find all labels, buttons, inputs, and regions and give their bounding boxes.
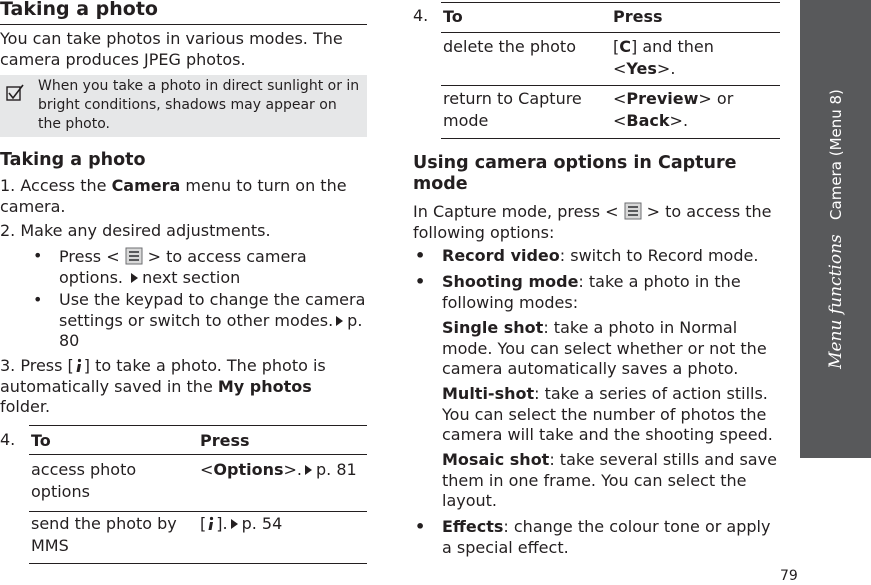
bullet-1-pre: Press <	[59, 247, 120, 266]
note-box	[0, 75, 367, 137]
right-table-row-2-press: <Preview> or <Back>.	[613, 89, 734, 130]
step-3-pre: 3. Press [	[0, 356, 74, 375]
bullet-2-text: Use the keypad to change the camera settings or switch to other modes.	[59, 290, 366, 330]
table-row-1-press: <Options>. p. 81	[200, 460, 357, 479]
back-label: Back	[626, 111, 670, 130]
option-1-dot: •	[415, 246, 426, 265]
c-key-label: C	[619, 37, 631, 56]
step-3-post: folder.	[0, 397, 51, 416]
option-shooting-mode	[442, 272, 780, 313]
table-col-to: To	[31, 431, 51, 450]
table-bottom-rule	[29, 563, 367, 564]
record-video-label: Record video	[442, 246, 560, 265]
sidebar-menu: (Menu 8)	[827, 89, 845, 157]
right-table-row-rule	[441, 85, 780, 86]
step-2: 2. Make any desired adjustments.	[0, 221, 271, 240]
table-row-rule	[29, 511, 367, 512]
right-table-bottom-rule	[441, 138, 780, 139]
note-text: When you take a photo in direct sunlight or in bright conditions, shadows may appear on the photo.	[38, 78, 360, 132]
right-step-4: 4.	[413, 6, 429, 25]
table-row-1-to: access photo options	[31, 460, 137, 501]
right-table-row-2-to: return to Capture mode	[443, 89, 582, 130]
ok-key-icon	[206, 516, 216, 531]
reference-arrow-icon	[336, 316, 343, 326]
table-head-rule	[29, 454, 367, 455]
record-video-text: : switch to Record mode.	[559, 246, 759, 265]
checkbox-note-icon	[6, 84, 24, 102]
bullet-2-ref: p. 80	[59, 310, 363, 350]
section-title: Using camera options in Capture mode	[413, 153, 737, 194]
shooting-mode-text: : take a photo in the following modes:	[442, 272, 741, 312]
page-title: Taking a photo	[0, 0, 158, 20]
options-intro-pre: In Capture mode, press <	[413, 202, 619, 221]
reference-arrow-icon	[231, 519, 238, 529]
mosaic-shot-label: Mosaic shot	[442, 450, 550, 469]
reference-arrow-icon	[305, 465, 312, 475]
bullet-1-post: > to access camera options.	[59, 247, 307, 287]
sidebar-section: Menu functions	[826, 234, 846, 369]
right-table-row-1-press: [C] and then <Yes>.	[613, 37, 714, 78]
bullet-1-dot: •	[33, 246, 43, 265]
yes-label: Yes	[626, 59, 657, 78]
sidebar-sub: Camera	[827, 161, 845, 220]
page-number: 79	[780, 568, 798, 584]
title-rule	[0, 24, 367, 25]
right-r2-or: > or	[698, 89, 734, 108]
bullet-2	[59, 290, 367, 352]
effects-text: : change the colour tone or apply a special effect.	[442, 517, 771, 557]
step-1-post: menu to turn on the camera.	[0, 176, 347, 216]
mode-single-shot	[442, 318, 780, 380]
options-softkey-icon	[122, 246, 146, 266]
right-table-head-rule	[441, 32, 780, 33]
shooting-mode-label: Shooting mode	[442, 272, 579, 291]
multi-shot-text: : take a series of action stills. You can select the number of photos the camera will take and the shooting speed.	[442, 384, 773, 444]
bullet-1-ref: next section	[142, 267, 241, 287]
section-sidebar-tab	[800, 0, 871, 458]
right-table-col-press: Press	[613, 7, 663, 26]
my-photos-label: My photos	[217, 376, 312, 396]
right-r1-mid: ] and then	[631, 37, 714, 56]
table-row-2-ref: p. 54	[241, 514, 283, 533]
multi-shot-label: Multi-shot	[442, 384, 535, 403]
step-1	[0, 176, 366, 217]
single-shot-text: : take a photo in Normal mode. You can select whether or not the camera automatically saves a photo.	[442, 318, 767, 378]
bullet-2-dot: •	[33, 290, 43, 309]
table-row-2-press: [ ]. p. 54	[200, 514, 283, 533]
preview-label: Preview	[626, 89, 699, 108]
intro-text: You can take photos in various modes. The camera produces JPEG photos.	[0, 29, 343, 69]
subtitle: Taking a photo	[0, 150, 146, 170]
step-3	[0, 356, 366, 418]
table-top-rule	[29, 425, 367, 426]
step-4: 4.	[0, 430, 16, 449]
options-intro	[413, 201, 780, 243]
camera-menu-label: Camera	[111, 176, 181, 195]
right-table-top-rule	[441, 2, 780, 3]
table-col-press: Press	[200, 431, 250, 450]
option-record-video	[442, 246, 780, 267]
table-row-2-to: send the photo by MMS	[31, 514, 177, 555]
reference-arrow-icon	[131, 273, 138, 283]
option-2-dot: •	[415, 272, 426, 291]
effects-label: Effects	[442, 517, 504, 536]
table-row-1-ref: p. 81	[316, 460, 357, 479]
options-label: Options	[213, 460, 284, 479]
options-intro-post: > to access the following options:	[413, 202, 772, 242]
right-table-col-to: To	[443, 7, 463, 26]
option-effects	[442, 517, 782, 558]
ok-key-icon	[74, 358, 84, 373]
sidebar-label	[826, 89, 846, 369]
bullet-1	[59, 246, 364, 288]
mode-multi-shot	[442, 384, 782, 446]
option-3-dot: •	[415, 517, 426, 536]
step-1-pre: 1. Access the	[0, 176, 112, 195]
step-3-mid: ] to take a photo. The photo is automatically saved in the	[0, 356, 326, 396]
mosaic-shot-text: : take several stills and save them in one frame. You can select the layout.	[442, 450, 777, 510]
single-shot-label: Single shot	[442, 318, 544, 337]
mode-mosaic-shot	[442, 450, 780, 512]
options-softkey-icon	[621, 201, 645, 221]
right-table-row-1-to: delete the photo	[443, 37, 576, 56]
